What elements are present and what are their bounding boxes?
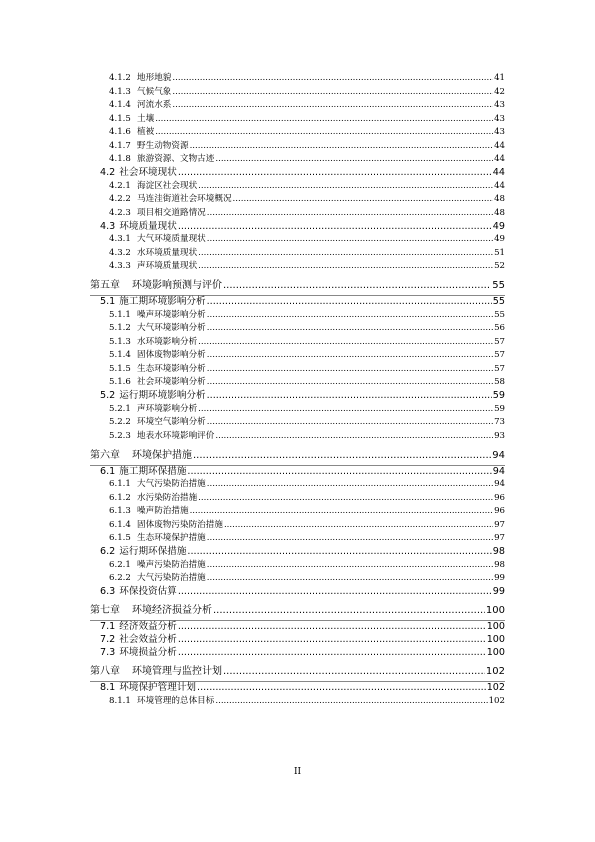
toc-entry-number: 4.3.3 [109,261,131,271]
toc-entry-number: 5.1.2 [109,323,131,333]
toc-subsection[interactable] [109,533,505,543]
toc-subsection[interactable] [109,696,505,706]
toc-leader-dots [213,605,485,617]
toc-subsection[interactable] [109,364,505,374]
toc-leader-dots [178,634,486,646]
toc-section[interactable] [100,221,505,233]
toc-leader-dots [197,682,486,694]
toc-subsection[interactable] [109,506,505,516]
toc-section[interactable] [100,621,505,633]
toc-leader-dots [224,520,493,530]
toc-entry-title: 施工期环保措施 [119,465,187,477]
toc-entry-page: 55 [492,280,505,291]
toc-entry-number: 5.2.1 [109,403,131,414]
toc-leader-dots [215,154,493,164]
toc-subsection[interactable] [109,194,505,204]
toc-entry-title: 海淀区社会现状 [137,180,198,191]
toc-leader-dots [207,350,493,360]
toc-entry-page: 99 [492,586,505,597]
toc-entry-page: 102 [488,695,505,706]
toc-entry-number: 第八章 [90,666,120,677]
toc-entry-page: 58 [494,377,505,387]
toc-entry-number: 第五章 [90,280,120,291]
toc-entry-number: 4.2.1 [109,180,131,191]
toc-entry-title: 土壤 [137,113,155,124]
toc-entry-number: 第六章 [90,449,120,461]
toc-subsection[interactable] [109,87,505,97]
toc-leader-dots [198,337,493,347]
toc-entry-number: 4.1.6 [109,127,131,137]
toc-subsection[interactable] [109,114,505,124]
toc-entry-number: 5.2.3 [109,430,131,441]
toc-leader-dots [155,127,493,137]
toc-leader-dots [178,586,492,598]
toc-entry-page: 43 [494,127,505,137]
toc-entry-number: 4.2 [100,167,116,178]
toc-entry-title: 经济效益分析 [119,621,177,632]
toc-subsection[interactable] [109,208,505,218]
toc-entry-page: 102 [486,682,505,693]
toc-entry-number: 8.1 [100,682,116,693]
toc-subsection[interactable] [109,323,505,333]
toc-subsection[interactable] [109,154,505,164]
toc-leader-dots [207,390,492,402]
toc-leader-dots [207,479,493,489]
toc-subsection[interactable] [109,520,505,530]
toc-entry-page: 55 [494,309,505,320]
toc-leader-dots [198,493,493,503]
toc-leader-dots [223,280,491,292]
toc-entry-number: 5.1.6 [109,377,131,387]
toc-entry-number: 4.2.3 [109,207,131,218]
toc-entry-page: 51 [494,247,505,258]
toc-entry-title: 固体废物影响分析 [137,350,206,360]
toc-entry-title: 环境管理的总体目标 [137,695,215,706]
toc-leader-dots [198,181,493,191]
toc-entry-title: 河流水系 [137,100,172,110]
toc-section[interactable] [100,586,505,598]
toc-entry-number: 4.1.5 [109,113,131,124]
toc-entry-title: 社会环境影响分析 [137,377,206,387]
toc-entry-page: 97 [494,519,505,530]
toc-leader-dots [172,100,493,110]
toc-entry-page: 99 [494,573,505,583]
toc-entry-page: 43 [494,100,505,110]
toc-leader-dots [178,621,486,633]
toc-entry-number: 5.1.4 [109,350,131,360]
toc-subsection[interactable] [109,560,505,570]
toc-entry-page: 98 [494,559,505,570]
toc-chapter[interactable] [90,666,505,678]
toc-section[interactable] [100,546,505,558]
toc-entry-number: 5.2 [100,390,116,401]
toc-entry-title: 环境保护管理计划 [119,682,197,693]
toc-entry-page: 44 [494,154,505,164]
toc-leader-dots [207,573,493,583]
toc-leader-dots [207,208,493,218]
toc-entry-page: 59 [494,403,505,414]
toc-entry-number: 6.1 [100,465,116,477]
toc-entry-number: 6.2.2 [109,573,131,583]
toc-entry-number: 7.2 [100,634,116,645]
toc-entry-number: 4.1.3 [109,86,131,97]
toc-entry-title: 噪声污染防治措施 [137,559,206,570]
toc-leader-dots [198,248,493,258]
toc-entry-title: 环境空气影响分析 [137,417,206,427]
toc-leader-dots [155,114,493,124]
toc-section[interactable] [100,167,505,179]
toc-entry-title: 项目相交道路情况 [137,207,206,218]
toc-entry-page: 49 [494,234,505,244]
toc-entry-title: 水环境质量现状 [137,247,198,258]
toc-leader-dots [207,296,492,308]
toc-entry-title: 噪声环境影响分析 [137,309,206,320]
toc-entry-number: 5.2.2 [109,417,131,427]
toc-leader-dots [207,560,493,570]
toc-leader-dots [198,404,493,414]
toc-leader-dots [172,87,493,97]
toc-entry-page: 49 [492,220,505,232]
toc-leader-dots [207,234,493,244]
toc-entry-page: 44 [492,167,505,178]
toc-entry-page: 96 [494,492,505,503]
toc-entry-number: 第七章 [90,605,120,616]
toc-entry-title: 地表水环境影响评价 [137,430,215,441]
toc-leader-dots [207,364,493,374]
toc-leader-dots [223,666,485,678]
toc-entry-number: 6.1.4 [109,519,131,530]
toc-leader-dots [233,194,494,204]
toc-entry-title: 生态环境保护措施 [137,533,206,543]
toc-entry-title: 环境质量现状 [119,220,177,232]
toc-subsection[interactable] [109,479,505,489]
toc-entry-page: 56 [494,323,505,333]
toc-leader-dots [215,696,487,706]
toc-entry-title: 环境经济损益分析 [132,605,212,616]
toc-entry-title: 环境保护措施 [132,449,192,461]
toc-section[interactable] [100,647,505,659]
toc-section[interactable] [100,634,505,646]
toc-subsection[interactable] [109,127,505,137]
toc-entry-title: 社会效益分析 [119,634,177,645]
toc-entry-title: 环保投资估算 [119,586,177,597]
toc-leader-dots [207,310,493,320]
toc-entry-number: 4.3 [100,220,116,232]
toc-entry-title: 大气环境影响分析 [137,323,206,333]
toc-leader-dots [207,417,493,427]
toc-entry-number: 5.1.1 [109,309,131,320]
toc-section[interactable] [100,390,505,402]
toc-entry-title: 旅游资源、文物古迹 [137,154,215,164]
toc-entry-page: 102 [485,666,505,677]
toc-leader-dots [178,647,486,659]
toc-subsection[interactable] [109,493,505,503]
toc-entry-title: 声环境质量现状 [137,261,198,271]
toc-entry-title: 野生动物资源 [137,140,189,151]
toc-entry-number: 5.1 [100,296,116,307]
toc-entry-number: 7.1 [100,621,116,632]
toc-subsection[interactable] [109,141,505,151]
toc-entry-title: 大气污染防治措施 [137,573,206,583]
toc-entry-number: 6.1.5 [109,533,131,543]
page-number: II [293,767,302,777]
toc-leader-dots [207,323,493,333]
toc-entry-page: 96 [494,506,505,516]
toc-entry-page: 52 [494,261,505,271]
toc-subsection[interactable] [109,73,505,83]
toc-leader-dots [215,431,493,441]
toc-entry-number: 6.3 [100,586,116,597]
toc-subsection[interactable] [109,377,505,387]
toc-entry-page: 100 [485,605,505,616]
toc-entry-page: 97 [494,533,505,543]
toc-entry-page: 98 [492,546,505,557]
toc-subsection[interactable] [109,337,505,347]
toc-entry-title: 社会环境现状 [119,167,177,178]
toc-subsection[interactable] [109,310,505,320]
toc-subsection[interactable] [109,261,505,271]
toc-entry-title: 生态环境影响分析 [137,363,206,374]
toc-entry-number: 6.1.3 [109,506,131,516]
toc-entry-title: 大气环境质量现状 [137,234,206,244]
toc-entry-number: 4.1.2 [109,73,131,83]
toc-entry-number: 4.3.2 [109,247,131,258]
toc-entry-page: 42 [494,86,505,97]
toc-leader-dots [207,533,493,543]
toc-entry-number: 6.2.1 [109,559,131,570]
toc-entry-title: 施工期环境影响分析 [119,296,206,307]
toc-subsection[interactable] [109,573,505,583]
toc-chapter[interactable] [90,280,505,292]
toc-entry-number: 5.1.5 [109,363,131,374]
toc-leader-dots [172,73,493,83]
toc-entry-number: 6.1.1 [109,479,131,489]
toc-entry-number: 6.1.2 [109,492,131,503]
toc-entry-number: 6.2 [100,546,116,557]
toc-entry-title: 环境损益分析 [119,647,177,658]
toc-entry-number: 4.1.7 [109,140,131,151]
toc-leader-dots [207,377,493,387]
toc-entry-page: 73 [494,417,505,427]
toc-subsection[interactable] [109,417,505,427]
toc-entry-page: 93 [494,430,505,441]
toc-entry-title: 环境影响预测与评价 [132,280,222,291]
toc-section[interactable] [100,296,505,308]
toc-entry-number: 4.1.8 [109,154,131,164]
toc-leader-dots [190,506,493,516]
toc-subsection[interactable] [109,350,505,360]
toc-entry-title: 大气污染防治措施 [137,479,206,489]
toc-entry-page: 100 [486,647,505,658]
toc-section[interactable] [100,682,505,694]
toc-subsection[interactable] [109,181,505,191]
toc-entry-page: 55 [492,296,505,307]
toc-entry-page: 57 [494,336,505,347]
toc-entry-page: 94 [494,479,505,489]
toc-entry-page: 44 [494,140,505,151]
toc-entry-number: 4.3.1 [109,234,131,244]
toc-entry-page: 41 [494,73,505,83]
toc-entry-page: 100 [486,621,505,632]
toc-entry-number: 5.1.3 [109,336,131,347]
toc-section[interactable] [100,466,505,478]
toc-entry-title: 声环境影响分析 [137,403,198,414]
toc-entry-title: 马连洼街道社会环境概况 [137,194,232,204]
toc-entry-title: 环境管理与监控计划 [132,666,222,677]
toc-entry-page: 100 [486,634,505,645]
toc-entry-title: 固体废物污染防治措施 [137,519,223,530]
toc-entry-title: 噪声防治措施 [137,506,189,516]
toc-entry-page: 48 [494,207,505,218]
toc-leader-dots [187,466,491,478]
toc-entry-page: 94 [492,465,505,477]
toc-entry-page: 59 [492,390,505,401]
toc-entry-title: 植被 [137,127,155,137]
toc-entry-title: 地形地貌 [137,73,172,83]
toc-subsection[interactable] [109,100,505,110]
toc-leader-dots [190,141,493,151]
toc-entry-title: 水环境影响分析 [137,336,198,347]
toc-entry-page: 43 [494,113,505,124]
toc-entry-page: 94 [492,449,505,461]
toc-entry-title: 运行期环境影响分析 [119,390,206,401]
toc-entry-number: 4.2.2 [109,194,131,204]
toc-entry-number: 7.3 [100,647,116,658]
toc-leader-dots [187,546,491,558]
toc-chapter[interactable] [90,605,505,617]
toc-entry-title: 运行期环保措施 [119,546,187,557]
toc-subsection[interactable] [109,431,505,441]
toc-leader-dots [178,221,492,233]
toc-leader-dots [178,167,492,179]
toc-chapter[interactable] [90,450,505,462]
toc-entry-number: 4.1.4 [109,100,131,110]
toc-subsection[interactable] [109,404,505,414]
toc-entry-page: 57 [494,363,505,374]
toc-subsection[interactable] [109,234,505,244]
toc-entry-page: 48 [494,194,505,204]
toc-entry-page: 44 [494,180,505,191]
toc-entry-page: 57 [494,350,505,360]
toc-entry-title: 水污染防治措施 [137,492,198,503]
toc-subsection[interactable] [109,248,505,258]
toc-entry-title: 气候气象 [137,86,172,97]
toc-entry-number: 8.1.1 [109,695,131,706]
toc-leader-dots [198,261,493,271]
toc-leader-dots [193,450,491,462]
